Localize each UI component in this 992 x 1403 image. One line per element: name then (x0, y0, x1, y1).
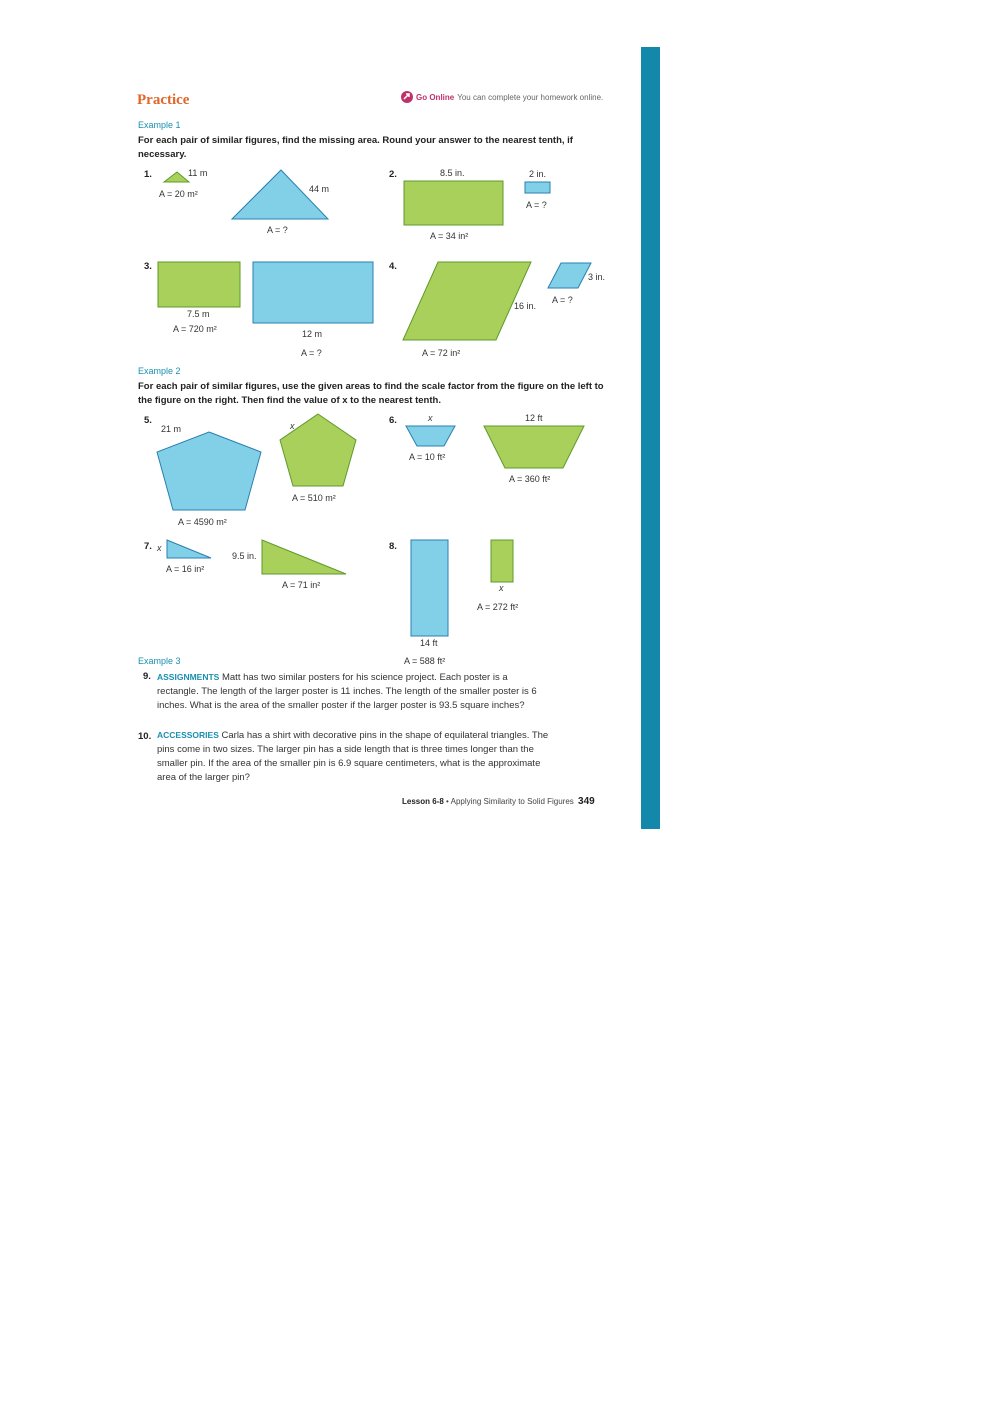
p7-large-triangle (262, 540, 346, 574)
p8-area-right: A = 272 ft² (477, 602, 519, 612)
problem-2-number: 2. (389, 169, 397, 180)
page-footer (402, 796, 595, 807)
p2-large-rect (404, 181, 503, 225)
p5-side-left: 21 m (161, 424, 182, 434)
p1-large-triangle (232, 170, 328, 219)
problem-9-text (157, 670, 549, 713)
p2-area-small: A = ? (526, 200, 547, 210)
problem-5-number: 5. (144, 415, 152, 426)
p6-side-left: x (428, 413, 433, 423)
problem-9-keyword: ASSIGNMENTS (157, 672, 220, 682)
footer-lesson: Lesson 6-8 (402, 797, 444, 806)
p1-side-large: 44 m (309, 184, 330, 194)
problem-10-keyword: ACCESSORIES (157, 730, 219, 740)
footer-separator: • (446, 797, 449, 806)
problem-10-number: 10. (138, 731, 152, 742)
example-2-label: Example 2 (138, 366, 181, 376)
p2-side-small: 2 in. (529, 169, 547, 179)
p3-area-small: A = 720 m² (173, 324, 217, 334)
problem-8-number: 8. (389, 541, 397, 552)
go-online-link[interactable]: Go Online (416, 92, 455, 102)
p3-large-rect (253, 262, 373, 323)
p6-side-right: 12 ft (525, 413, 543, 423)
problem-1-number: 1. (144, 169, 152, 180)
p6-large-trapezoid (484, 426, 584, 468)
p1-side-small: 11 m (188, 168, 208, 178)
problem-6-number: 6. (389, 415, 397, 426)
p3-side-large: 12 m (302, 329, 323, 339)
problem-10-text (157, 728, 555, 785)
p4-side-small: 3 in. (588, 272, 606, 282)
footer-lesson-title: Applying Similarity to Solid Figures (450, 797, 574, 806)
p7-area-left: A = 16 in² (166, 564, 205, 574)
p4-large-parallelogram (403, 262, 531, 340)
p1-small-triangle (164, 172, 189, 182)
p6-area-left: A = 10 ft² (409, 452, 446, 462)
example-3-label: Example 3 (138, 656, 181, 666)
p5-area-right: A = 510 m² (292, 493, 336, 503)
example-1-label: Example 1 (138, 120, 181, 130)
p7-area-right: A = 71 in² (282, 580, 321, 590)
p5-large-pentagon (157, 432, 261, 510)
problem-4-number: 4. (389, 261, 397, 272)
p6-area-right: A = 360 ft² (509, 474, 551, 484)
p3-side-small: 7.5 m (187, 309, 210, 319)
problem-10-body: Carla has a shirt with decorative pins in the shape of equilateral triangles. The pins come in two sizes. The larger pin has a side length that is three times longer than the smaller pin. If the area of the smaller pin is 6.9 square centimeters, what is the approximate area of the larger pin? (157, 730, 549, 783)
example-1-instructions: For each pair of similar figures, find the missing area. Round your answer to the nearest tenth, if necessary. (138, 135, 573, 160)
p6-small-trapezoid (406, 426, 455, 446)
p5-area-left: A = 4590 m² (178, 517, 227, 527)
p2-side-large: 8.5 in. (440, 168, 465, 178)
p2-area-large: A = 34 in² (430, 231, 469, 241)
p8-small-rect (491, 540, 513, 582)
p5-side-right: x (290, 421, 295, 431)
p1-area-small: A = 20 m² (159, 189, 198, 199)
p3-small-rect (158, 262, 240, 307)
p7-side-right: 9.5 in. (232, 551, 257, 561)
problem-7-number: 7. (144, 541, 152, 552)
p7-side-left: x (157, 543, 162, 553)
p3-area-large: A = ? (301, 348, 322, 358)
p4-small-parallelogram (548, 263, 591, 288)
example-2-instructions: For each pair of similar figures, use the given areas to find the scale factor from the figure on the left to the figure on the right. Then find the value of x to the nearest tenth. (138, 381, 604, 406)
problem-9-body: Matt has two similar posters for his science project. Each poster is a rectangle. The length of the larger poster is 11 inches. The length of the smaller poster is 6 inches. What is the area of the smaller poster if the larger poster is 93.5 square inches? (157, 672, 537, 711)
p4-area-large: A = 72 in² (422, 348, 461, 358)
page-number: 349 (578, 796, 595, 807)
problem-3-number: 3. (144, 261, 152, 272)
p2-small-rect (525, 182, 550, 193)
p8-side-left: 14 ft (420, 638, 438, 648)
p7-small-triangle (167, 540, 211, 558)
page-title: Practice (137, 92, 190, 108)
p8-area-left: A = 588 ft² (404, 656, 446, 666)
p1-area-large: A = ? (267, 225, 288, 235)
go-online-text: You can complete your homework online. (457, 92, 604, 102)
p4-side-large: 16 in. (514, 301, 537, 311)
problem-9-number: 9. (143, 671, 151, 682)
p8-large-rect (411, 540, 448, 636)
p4-area-small: A = ? (552, 295, 573, 305)
p8-side-right: x (499, 583, 504, 593)
